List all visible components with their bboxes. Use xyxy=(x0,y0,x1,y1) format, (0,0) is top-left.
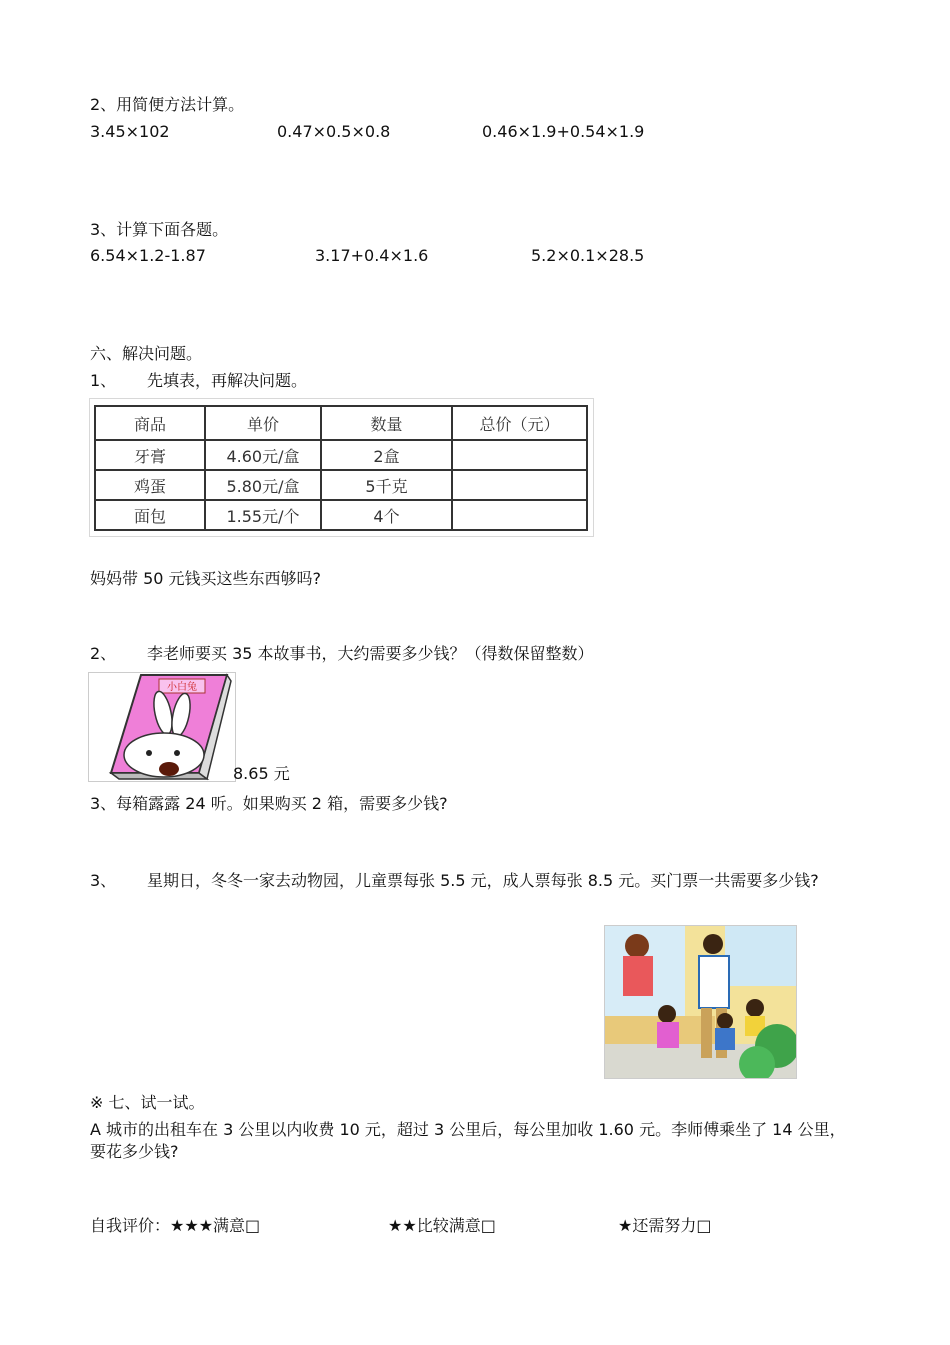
table-row xyxy=(95,500,587,530)
problem-4-number: 3、 xyxy=(90,871,117,890)
table-header: 数量 xyxy=(321,406,452,440)
table-cell: 4个 xyxy=(321,500,452,530)
q3-item-2: 3.17+0.4×1.6 xyxy=(315,246,429,265)
zoo-ticket-scene-image xyxy=(604,925,797,1079)
q3-item-3: 5.2×0.1×28.5 xyxy=(531,246,645,265)
storybook-image xyxy=(88,672,236,782)
table-cell-total[interactable] xyxy=(452,440,587,470)
q2-item-1: 3.45×102 xyxy=(90,122,170,141)
q2-item-2: 0.47×0.5×0.8 xyxy=(277,122,391,141)
self-evaluation-fairly-satisfied[interactable]: ★★比较满意□ xyxy=(388,1216,496,1235)
table-cell-total[interactable] xyxy=(452,500,587,530)
section7-title: ※ 七、试一试。 xyxy=(90,1093,205,1112)
goods-table xyxy=(94,405,588,531)
section7-text: A 城市的出租车在 3 公里以内收费 10 元，超过 3 公里后，每公里加收 1.60 元。李师傅乘坐了 14 公里，要花多少钱? xyxy=(90,1120,846,1161)
table-header: 单价 xyxy=(205,406,321,440)
family-at-ticket-window-icon xyxy=(605,926,796,1078)
self-evaluation-needs-effort[interactable]: ★还需努力□ xyxy=(618,1216,712,1235)
table-header-row xyxy=(95,406,587,440)
table-cell: 1.55元/个 xyxy=(205,500,321,530)
problem-2-text: 李老师要买 35 本故事书，大约需要多少钱？（得数保留整数） xyxy=(147,644,594,663)
problem-1-question: 妈妈带 50 元钱买这些东西够吗? xyxy=(90,569,322,588)
table-cell: 2盒 xyxy=(321,440,452,470)
table-cell: 5千克 xyxy=(321,470,452,500)
q2-item-3: 0.46×1.9+0.54×1.9 xyxy=(482,122,645,141)
problem-1-number: 1、 xyxy=(90,371,117,390)
table-cell-total[interactable] xyxy=(452,470,587,500)
problem-1-text: 先填表，再解决问题。 xyxy=(147,371,308,390)
table-header: 总价（元） xyxy=(452,406,587,440)
q3-title: 3、计算下面各题。 xyxy=(90,220,229,239)
table-cell: 5.80元/盒 xyxy=(205,470,321,500)
problem-2-number: 2、 xyxy=(90,644,117,663)
rabbit-book-icon xyxy=(89,673,235,781)
problem-3-text: 3、每箱露露 24 听。如果购买 2 箱，需要多少钱? xyxy=(90,794,448,813)
goods-table-frame xyxy=(89,398,594,537)
section6-title: 六、解决问题。 xyxy=(90,344,203,363)
table-cell: 面包 xyxy=(95,500,205,530)
table-header: 商品 xyxy=(95,406,205,440)
table-cell: 牙膏 xyxy=(95,440,205,470)
table-cell: 鸡蛋 xyxy=(95,470,205,500)
table-cell: 4.60元/盒 xyxy=(205,440,321,470)
table-row xyxy=(95,440,587,470)
self-evaluation-satisfied[interactable]: 自我评价：★★★满意□ xyxy=(90,1216,261,1235)
q2-title: 2、用简便方法计算。 xyxy=(90,95,245,114)
q3-item-1: 6.54×1.2-1.87 xyxy=(90,246,206,265)
problem-4-text: 星期日，冬冬一家去动物园，儿童票每张 5.5 元，成人票每张 8.5 元。买门票一共需要多少钱? xyxy=(147,871,819,890)
book-cover-title: 小白兔 xyxy=(167,682,197,693)
book-price: 8.65 元 xyxy=(233,764,290,783)
table-row xyxy=(95,470,587,500)
